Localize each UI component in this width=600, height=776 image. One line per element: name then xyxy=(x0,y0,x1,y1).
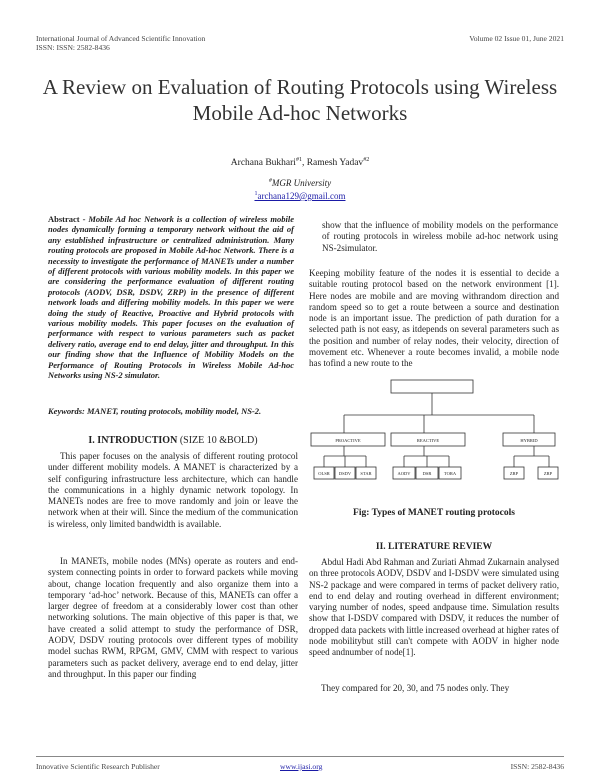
journal-issn: ISSN: ISSN: 2582-8436 xyxy=(36,43,110,52)
author-1: Archana Bukhari xyxy=(230,158,296,169)
diagram-leaf-3: STAR xyxy=(360,471,372,476)
author-email[interactable] xyxy=(0,191,600,201)
diagram-leaf-6: TORA xyxy=(443,471,457,476)
affiliation-sup: # xyxy=(268,178,272,184)
footer-issn: ISSN: 2582-8436 xyxy=(510,762,564,771)
literature-paragraph-1: Abdul Hadi Abd Rahman and Zuriati Ahmad Zukarnain analysed on three protocols AODV, DSDV and I-DSDV were simulated using NS-2 package and were compared in terms of packet delivery ratio, end to end delay and routing overhead in different environment; varying number of nodes, speed andpause time. Simulation results show that I-DSDV compared with DSDV, it reduces the number of dropped data packets with little increased overhead at higher rates of node mobilitybut still can't compete with AODV in higher node speed andnumber of node[1]. xyxy=(309,557,559,658)
diagram-root-box xyxy=(391,380,473,393)
section-1-title: I. INTRODUCTION xyxy=(88,435,178,446)
literature-paragraph-2: They compared for 20, 30, and 75 nodes only. They xyxy=(321,683,510,693)
right-paragraph-1: show that the influence of mobility models on the performance of routing protocols in wireless mobile ad-hoc network using NS-2simulator. xyxy=(322,220,558,253)
footer-divider xyxy=(36,756,564,757)
diagram-leaf-8: ZRP xyxy=(543,471,553,476)
diagram-leaf-5: DSR xyxy=(422,471,432,476)
author-separator: , xyxy=(301,158,307,169)
affiliation xyxy=(0,178,600,188)
keywords: Keywords: MANET, routing protocols, mobility model, NS-2. xyxy=(48,406,262,416)
figure-caption: Fig: Types of MANET routing protocols xyxy=(353,508,515,518)
intro-paragraph-2: In MANETs, mobile nodes (MNs) operate as routers and end-system connecting points in order to forward packets while moving about, change location frequently and also organize them into a temporary ‘ad-hoc’ network. Because of this, MANETs can offer a larger degree of freedom at a considerably lower cost than other networking solutions. The main objective of this paper is that, we have created a solid attempt to study the performance of DSR, AODV, DSDV routing protocols over different types of mobility model suchas RWM, RPGM, GMV, CMM with respect to various parameters such as packet delivery, average end to end delay, jitter and throughput. In this paper our finding xyxy=(48,556,298,679)
author-2: Ramesh Yadav xyxy=(306,158,364,169)
intro-paragraph-1: This paper focuses on the analysis of different routing protocol under different mobility models. A MANET is characterized by a self configuring infrastructure less architecture, which can handle the communications in a highly dynamic network topology. In MANETs nodes are free to move randomly and join or leave the network when at their will. Since the medium of the communication is wireless, only limited bandwidth is available. xyxy=(48,451,298,529)
abstract xyxy=(48,214,294,381)
journal-name: International Journal of Advanced Scientific Innovation xyxy=(36,34,206,43)
author-2-sup: #2 xyxy=(363,157,370,163)
section-1-note: (SIZE 10 &BOLD) xyxy=(177,435,258,446)
diagram-leaf-2: DSDV xyxy=(338,471,352,476)
email-address[interactable]: archana129@gmail.com xyxy=(257,191,346,201)
footer-publisher: Innovative Scientific Research Publisher xyxy=(36,762,160,771)
diagram-label-proactive: PROACTIVE xyxy=(335,438,361,443)
diagram-leaf-4: AODV xyxy=(397,471,411,476)
email-sup: 1 xyxy=(254,191,258,197)
paper-title: A Review on Evaluation of Routing Protocols using Wireless Mobile Ad-hoc Networks xyxy=(42,75,558,125)
footer-website-link[interactable]: www.ijasi.org xyxy=(280,762,323,771)
journal-volume: Volume 02 Issue 01, June 2021 xyxy=(469,34,564,43)
diagram-leaf-7: ZRP xyxy=(509,471,519,476)
right-paragraph-2: Keeping mobility feature of the nodes it is essential to decide a suitable routing protocol based on the network environment [1]. Here nodes are mobile and are moving withrandom direction and random speed so to get a route between a source and destination node is an important issue. The prediction of path duration for a selected path is not easy, as itdepends on several parameters such as the position and number of relay nodes, their velocity, direction of movement etc. Whenever a route becomes invalid, a mobile node has tofind a new route to the xyxy=(309,268,559,369)
section-2-heading: II. LITERATURE REVIEW xyxy=(375,542,493,552)
author-line xyxy=(0,157,600,168)
section-1-heading xyxy=(48,435,298,446)
diagram-label-hybrid: HYBRID xyxy=(520,438,538,443)
author-1-sup: #1 xyxy=(295,157,302,163)
affiliation-name: MGR University xyxy=(271,178,332,188)
abstract-text: Mobile Ad hoc Network is a collection of wireless mobile nodes dynamically forming a temporary network without the aid of any established infrastructure or centralized administration. Many routing protocols are proposed in Mobile Ad-hoc Network. There is a necessity to investigate the performance of MANETs under a number of different protocols with various mobility models. In this paper we are considering the performance evaluation of different routing protocols (AODV, DSR, DSDV, ZRP) in the presence of different network loads and differing mobility models. In this paper we were doing the study of Reactive, Proactive and Hybrid protocols with various mobility models. This paper focuses on the evaluation of performance with respect to various parameters such as packet delivery ratio, average end to end delay, jitter and throughput. In this our finding show that the Influence of Mobility Models on the Performance of Routing Protocols in Wireless Mobile Ad-hoc Networks using NS-2 simulator. xyxy=(48,214,294,381)
diagram-label-reactive: REACTIVE xyxy=(416,438,440,443)
diagram-leaf-1: OLSR xyxy=(318,471,330,476)
abstract-lead: Abstract - xyxy=(48,214,89,224)
routing-protocol-diagram xyxy=(309,378,559,502)
